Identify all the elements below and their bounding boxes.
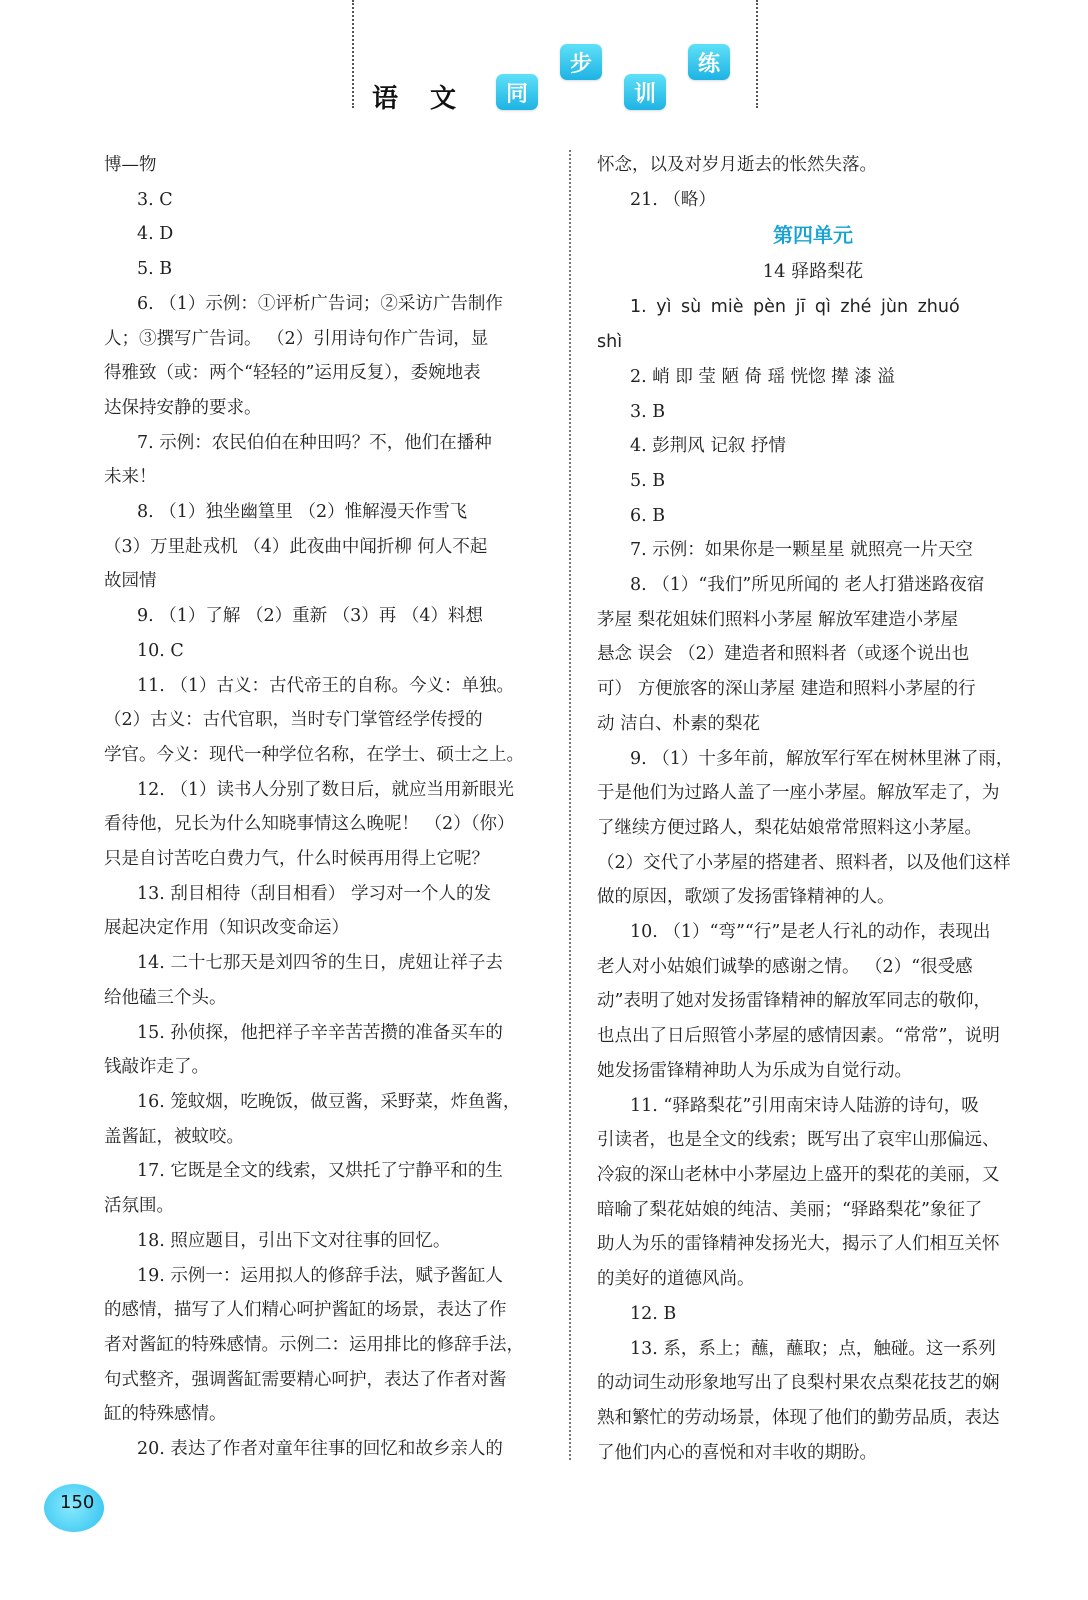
answer-line: 4. 彭荆风 记叙 抒情 — [630, 436, 786, 457]
right-answer-column — [597, 148, 1029, 1470]
column-divider — [569, 150, 571, 1460]
answer-line: 给他磕三个头。 — [104, 987, 227, 1008]
answer-line: 9. （1）了解 （2）重新 （3）再 （4）料想 — [137, 606, 483, 627]
answer-line: 做的原因，歌颂了发扬雷锋精神的人。 — [597, 887, 895, 908]
title-box-2: 步 — [560, 44, 602, 80]
answer-line: 于是他们为过路人盖了一座小茅屋。解放军走了，为 — [597, 783, 1000, 804]
answer-line: 3. C — [137, 189, 173, 210]
answer-line: 7. 示例：如果你是一颗星星 就照亮一片天空 — [630, 540, 973, 561]
answer-line: 缸的特殊感情。 — [104, 1404, 227, 1425]
answer-line: 10. C — [137, 640, 184, 661]
title-box-3: 训 — [624, 74, 666, 110]
answer-line: 冷寂的深山老林中小茅屋边上盛开的梨花的美丽，又 — [597, 1164, 1000, 1185]
answer-line: shì — [597, 332, 623, 353]
answer-line: 了他们内心的喜悦和对丰收的期盼。 — [597, 1442, 877, 1463]
answer-line: 4. D — [137, 224, 174, 245]
answer-line: 20. 表达了作者对童年往事的回忆和故乡亲人的 — [137, 1439, 503, 1460]
answer-line: 故园情 — [104, 571, 157, 592]
answer-line: 8. （1）“我们”所见所闻的 老人打猎迷路夜宿 — [630, 575, 985, 596]
answer-line: 12. B — [630, 1303, 677, 1324]
answer-line: 人；③撰写广告词。 （2）引用诗句作广告词，显 — [104, 328, 489, 349]
answer-line: 的感情，描写了人们精心呵护酱缸的场景，表达了作 — [104, 1300, 507, 1321]
answer-line: 12. （1）读书人分别了数日后，就应当用新眼光 — [137, 779, 515, 800]
answer-line: 3. B — [630, 401, 666, 422]
lesson-title: 14 驿路梨花 — [762, 261, 864, 283]
answer-line: 的动词生动形象地写出了良梨村果农点梨花技艺的娴 — [597, 1373, 1000, 1394]
answer-line: 的美好的道德风尚。 — [597, 1269, 755, 1290]
answer-line: 19. 示例一：运用拟人的修辞手法，赋予酱缸人 — [137, 1265, 503, 1286]
answer-line: 6. （1）示例：①评析广告词；②采访广告制作 — [137, 293, 503, 314]
answer-line: 6. B — [630, 505, 666, 526]
answer-line: 14. 二十七那天是刘四爷的生日，虎妞让祥子去 — [137, 953, 503, 974]
answer-line: 7. 示例：农民伯伯在种田吗？不，他们在播种 — [137, 432, 492, 453]
answer-line: 钱敲诈走了。 — [104, 1057, 209, 1078]
answer-line: 得雅致（或：两个“轻轻的”运用反复），委婉地表 — [104, 363, 481, 384]
answer-line: 博—物 — [104, 155, 157, 175]
left-answer-column — [104, 148, 534, 1467]
answer-line: 11. （1）古义：古代帝王的自称。今义：单独。 — [137, 675, 515, 696]
answer-line: 达保持安静的要求。 — [104, 397, 262, 418]
answer-line: （2）交代了小茅屋的搭建者、照料者，以及他们这样 — [597, 852, 1011, 873]
pinyin-line: 1. yì sù miè pèn jī qì zhé jùn zhuó — [630, 297, 960, 318]
answer-line: 8. （1）独坐幽篁里 （2）惟解漫天作雪飞 — [137, 502, 468, 523]
unit-title: 第四单元 — [773, 223, 853, 248]
answer-line: 看待他，兄长为什么知晓事情这么晚呢！ （2）（你） — [104, 814, 515, 835]
answer-line: 5. B — [137, 259, 173, 280]
answer-line: 13. 刮目相待（刮目相看） 学习对一个人的发 — [137, 883, 491, 904]
subject-char-1: 语 — [372, 84, 399, 114]
answer-line: 动”表明了她对发扬雷锋精神的解放军同志的敬仰， — [597, 991, 991, 1012]
answer-line: 18. 照应题目，引出下文对往事的回忆。 — [137, 1230, 451, 1251]
answer-line: 只是自讨苦吃白费力气，什么时候再用得上它呢？ — [104, 849, 489, 870]
answer-line: 展起决定作用（知识改变命运） — [104, 918, 349, 939]
answer-line: 9. （1）十多年前，解放军行军在树林里淋了雨， — [630, 748, 1014, 769]
answer-line: 21. （略） — [630, 189, 716, 210]
answer-line: 可） 方便旅客的深山茅屋 建造和照料小茅屋的行 — [597, 679, 976, 700]
answer-line: 了继续方便过路人，梨花姑娘常常照料这小茅屋。 — [597, 817, 982, 838]
title-box-1: 同 — [496, 74, 538, 110]
answer-line: 引读者，也是全文的线索；既写出了哀牢山那偏远、 — [597, 1130, 1000, 1151]
page-number: 150 — [60, 1492, 95, 1513]
answer-line: 11. “驿路梨花”引用南宋诗人陆游的诗句，吸 — [630, 1095, 979, 1116]
answer-line: 13. 系，系上；蘸，蘸取；点，触碰。这一系列 — [630, 1338, 996, 1359]
answer-line: （3）万里赴戎机 （4）此夜曲中闻折柳 何人不起 — [104, 536, 488, 557]
answer-line: 暗喻了梨花姑娘的纯洁、美丽；“驿路梨花”象征了 — [597, 1199, 983, 1220]
answer-line: 活氛围。 — [104, 1196, 174, 1217]
answer-line: 2. 峭 即 莹 陋 倚 瑶 恍惚 撵 漆 溢 — [630, 366, 895, 387]
answer-line: 17. 它既是全文的线索，又烘托了宁静平和的生 — [137, 1161, 503, 1182]
header-dotted-line-left — [352, 0, 354, 108]
answer-line: 助人为乐的雷锋精神发扬光大，揭示了人们相互关怀 — [597, 1234, 1000, 1255]
answer-line: 也点出了日后照管小茅屋的感情因素。“常常”，说明 — [597, 1026, 1000, 1047]
answer-line: 10. （1）“弯”“行”是老人行礼的动作，表现出 — [630, 922, 991, 943]
answer-line: 茅屋 梨花姐妹们照料小茅屋 解放军建造小茅屋 — [597, 609, 959, 630]
answer-line: 未来！ — [104, 467, 157, 488]
answer-line: 句式整齐，强调酱缸需要精心呵护，表达了作者对酱 — [104, 1369, 507, 1390]
answer-line: 者对酱缸的特殊感情。示例二：运用排比的修辞手法， — [104, 1334, 524, 1355]
title-box-4: 练 — [688, 44, 730, 80]
answer-line: 5. B — [630, 470, 666, 491]
answer-line: 悬念 误会 （2）建造者和照料者（或逐个说出也 — [597, 644, 970, 665]
answer-line: 学官。今义：现代一种学位名称，在学士、硕士之上。 — [104, 744, 524, 765]
subject-char-2: 文 — [430, 84, 457, 114]
header-dotted-line-right — [756, 0, 758, 108]
answer-line: 老人对小姑娘们诚挚的感谢之情。 （2）“很受感 — [597, 956, 973, 977]
answer-line: 熟和繁忙的劳动场景，体现了他们的勤劳品质，表达 — [597, 1407, 1000, 1428]
answer-line: 盖酱缸，被蚊咬。 — [104, 1126, 244, 1147]
answer-line: 16. 笼蚊烟，吃晚饭，做豆酱，采野菜，炸鱼酱， — [137, 1091, 521, 1112]
answer-line: 动 洁白、朴素的梨花 — [597, 713, 761, 734]
answer-line: （2）古义：古代官职，当时专门掌管经学传授的 — [104, 710, 483, 731]
answer-line: 15. 孙侦探，他把祥子辛辛苦苦攒的准备买车的 — [137, 1022, 503, 1043]
answer-line: 她发扬雷锋精神助人为乐成为自觉行动。 — [597, 1060, 912, 1081]
answer-line: 怀念，以及对岁月逝去的怅然失落。 — [597, 155, 877, 175]
